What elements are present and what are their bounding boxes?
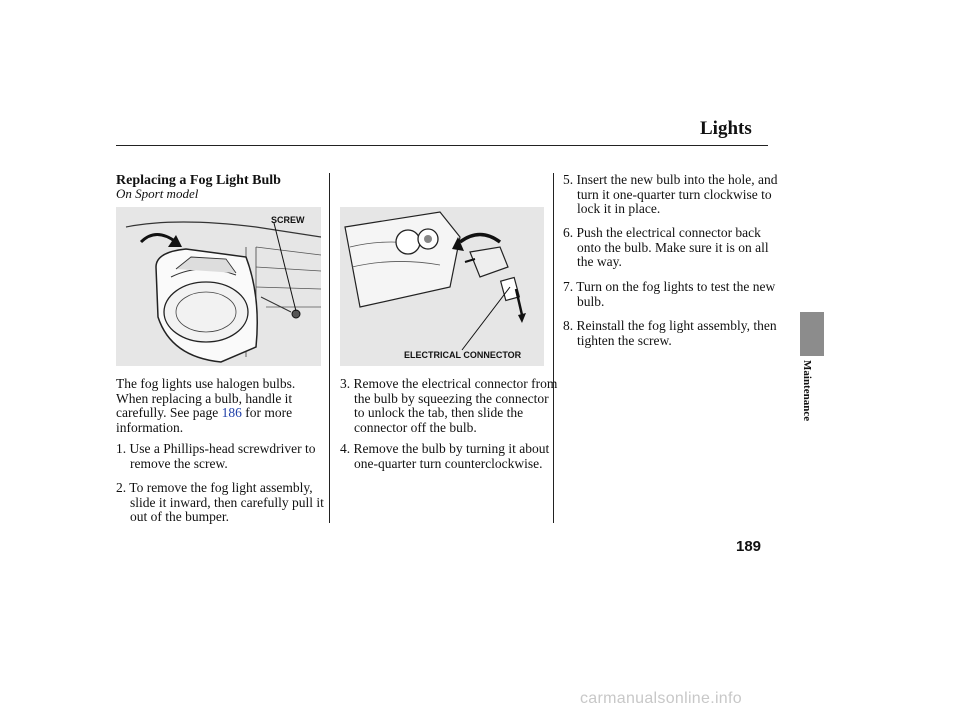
step-number: 6.	[563, 225, 574, 240]
step-number: 1.	[116, 441, 127, 456]
watermark: carmanualsonline.info	[580, 690, 742, 707]
connector-figure	[340, 207, 544, 366]
fog-light-illustration	[116, 207, 321, 366]
step-text: Push the electrical connector back onto the bulb. Make sure it is on all the way.	[576, 225, 769, 270]
step-6	[563, 226, 782, 270]
section-tab-label	[788, 360, 838, 450]
step-text: Use a Phillips-head screwdriver to remove the screw.	[129, 441, 316, 471]
fog-light-figure	[116, 207, 321, 366]
intro-text-after: for more information.	[116, 405, 293, 435]
step-5	[563, 173, 782, 217]
step-number: 5.	[563, 172, 574, 187]
section-tab-marker	[800, 312, 824, 356]
step-7	[563, 280, 782, 309]
screw-label: SCREW	[271, 215, 305, 225]
connector-illustration	[340, 207, 544, 366]
step-number: 8.	[563, 318, 574, 333]
step-text: To remove the fog light assembly, slide it inward, then carefully pull it out of the bumper.	[129, 480, 324, 525]
step-3	[340, 377, 559, 435]
step-text: Remove the electrical connector from the bulb by squeezing the connector to unlock the tab, then slide the connector off the bulb.	[353, 376, 558, 435]
step-text: Insert the new bulb into the hole, and turn it one-quarter turn clockwise to lock it in place.	[576, 172, 778, 217]
step-8	[563, 319, 782, 348]
step-number: 7.	[563, 279, 574, 294]
section-tab-text: Maintenance	[801, 360, 813, 422]
step-2	[116, 481, 335, 525]
intro-paragraph	[116, 377, 321, 435]
step-text: Reinstall the fog light assembly, then tighten the screw.	[576, 318, 777, 348]
step-number: 3.	[340, 376, 351, 391]
model-note: On Sport model	[116, 186, 199, 201]
page-title: Lights	[700, 118, 752, 139]
header-divider	[116, 145, 768, 146]
step-4	[340, 442, 559, 471]
step-1	[116, 442, 335, 471]
step-text: Remove the bulb by turning it about one-quarter turn counterclockwise.	[353, 441, 550, 471]
section-title: Replacing a Fog Light Bulb	[116, 173, 281, 188]
step-number: 2.	[116, 480, 127, 495]
page-reference-link[interactable]: 186	[221, 405, 242, 421]
intro-text-before: The fog lights use halogen bulbs. When replacing a bulb, handle it carefully. See page	[116, 376, 296, 421]
step-text: Turn on the fog lights to test the new bulb.	[576, 279, 776, 309]
page-number: 189	[736, 538, 762, 555]
step-number: 4.	[340, 441, 351, 456]
electrical-connector-label: ELECTRICAL CONNECTOR	[404, 350, 522, 360]
